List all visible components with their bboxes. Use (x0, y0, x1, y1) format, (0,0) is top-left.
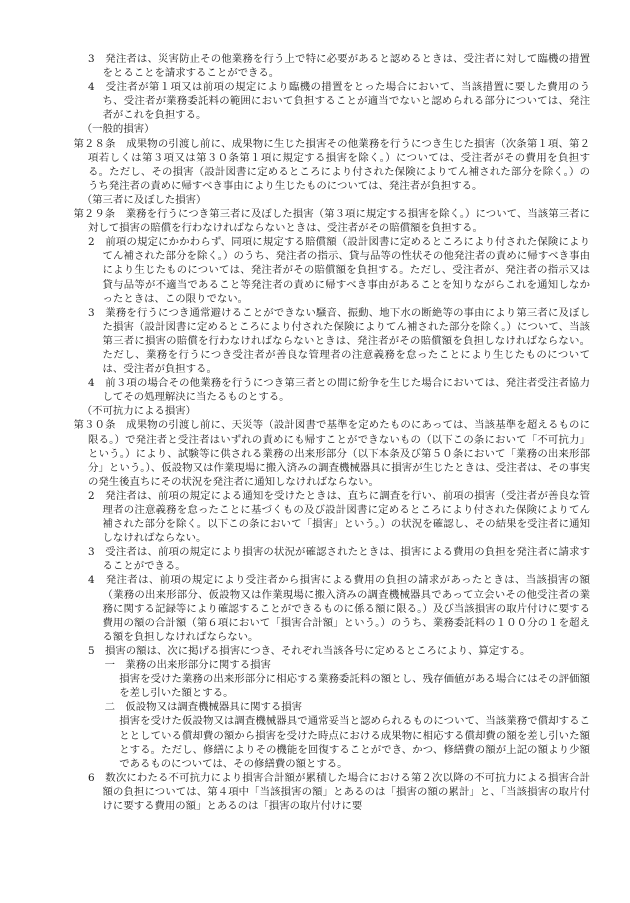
paragraph-29-4: 4 前３項の場合その他業務を行うにつき第三者との間に紛争を生じた場合においては、発注者受注者協力してその処理解決に当たるものとする。 (88, 377, 590, 404)
section-heading-general-damage: （一般的損害） (81, 123, 155, 136)
item-1-body: 損害を受けた業務の出来形部分に相応する業務委託料の額とし、残存価値がある場合にはその評価額を差し引いた額とする。 (119, 673, 590, 700)
paragraph-27-3: 3 発注者は、災害防止その他業務を行う上で特に必要があると認めるときは、受注者に対して臨機の措置をとることを請求することができる。 (88, 53, 590, 80)
item-2-body: 損害を受けた仮設物又は調査機械器具で通常妥当と認められるものについて、当該業務で償却することとしている償却費の額から損害を受けた時点における成果物に相応する償却費の額を差し引いた額とする。ただし、修繕によりその機能を回復することができ、かつ、修繕費の額が上記の額より少額であるものについては、その修繕費の額とする。 (119, 715, 590, 770)
paragraph-30-4: 4 発注者は、前項の規定により受注者から損害による費用の負担の請求があったときは、当該損害の額（業務の出来形部分、仮設物又は作業現場に搬入済みの調査機械器具であって立会いその他受注者の業務に関する記録等により確認することができるものに係る額に限る。）及び当該損害の取片付けに要する費用の額の合計額（第６項において「損害合計額」という。）のうち、業務委託料の１００分の１を超える額を負担しなければならない。 (88, 574, 590, 643)
article-29: 第２９条 業務を行うにつき第三者に及ぼした損害（第３項に規定する損害を除く。）について、当該第三者に対して損害の賠償を行わなければならないときは、受注者がその賠償額を負担する。 (73, 208, 590, 235)
section-heading-force-majeure: （不可抗力による損害） (81, 405, 197, 418)
section-heading-third-party-damage: （第三者に及ぼした損害） (81, 193, 207, 206)
paragraph-29-3: 3 業務を行うにつき通常避けることができない騒音、振動、地下水の断絶等の事由により第三者に及ぼした損害（設計図書に定めるところにより付された保険によりてん補された部分を除く。）について、当該第三者に損害の賠償を行わなければならないときは、発注者がその賠償額を負担しなければならない。ただし、業務を行うにつき受注者が善良な管理者の注意義務を怠ったことにより生じたものについては、受注者が負担する。 (88, 306, 590, 376)
paragraph-29-2: 2 前項の規定にかかわらず、同項に規定する賠償額（設計図書に定めるところにより付された保険によりてん補された部分を除く。）のうち、発注者の指示、貸与品等の性状その他発注者の責めに帰すべき事由により生じたものについては、発注者がその賠償額を負担する。ただし、受注者が、発注者の指示又は貸与品等が不適当であること等発注者の責めに帰すべき事由があることを知りながらこれを通知しなかったときは、この限りでない。 (88, 236, 590, 305)
item-2-title: 二 仮設物又は調査機械器具に関する損害 (104, 701, 303, 714)
paragraph-30-5: 5 損害の額は、次に掲げる損害につき、それぞれ当該各号に定めるところにより、算定する。 (88, 644, 531, 657)
article-28: 第２８条 成果物の引渡し前に、成果物に生じた損害その他業務を行うにつき生じた損害（次条第１項、第２項若しくは第３項又は第３０条第１項に規定する損害を除く。）については、受注者がその費用を負担する。ただし、その損害（設計図書に定めるところにより付された保険によりてん補された部分を除く。）のうち発注者の責めに帰すべき事由により生じたものについては、発注者が負担する。 (73, 137, 590, 192)
paragraph-27-4: 4 受注者が第１項又は前項の規定により臨機の措置をとった場合において、当該措置に要した費用のうち、受注者が業務委託料の範囲において負担することが適当でないと認められる部分については、発注者がこれを負担する。 (88, 81, 590, 122)
paragraph-30-6: 6 数次にわたる不可抗力により損害合計額が累積した場合における第２次以降の不可抗力による損害合計額の負担については、第４項中「当該損害の額」とあるのは「損害の額の累計」と、「当該損害の取片付けに要する費用の額」とあるのは「損害の取片付けに要 (88, 771, 590, 812)
item-1-title: 一 業務の出来形部分に関する損害 (104, 659, 271, 672)
paragraph-30-2: 2 発注者は、前項の規定による通知を受けたときは、直ちに調査を行い、前項の損害（受注者が善良な管理者の注意義務を怠ったことに基づくもの及び設計図書に定めるところにより付された保険によりてん補された部分を除く。以下この条において「損害」という。）の状況を確認し、その結果を受注者に通知しなければならない。 (88, 489, 590, 545)
article-30: 第３０条 成果物の引渡し前に、天災等（設計図書で基準を定めたものにあっては、当該基準を超えるものに限る。）で発注者と受注者はいずれの責めにも帰すことができないもの（以下この条において「不可抗力」という。）により、試験等に供される業務の出来形部分（以下本条及び第５０条において「業務の出来形部分」という。）、仮設物又は作業現場に搬入済みの調査機械器具に損害が生じたときは、受注者は、その事実の発生後直ちにその状況を発注者に通知しなければならない。 (73, 419, 590, 488)
paragraph-30-3: 3 受注者は、前項の規定により損害の状況が確認されたときは、損害による費用の負担を発注者に請求することができる。 (88, 546, 590, 573)
